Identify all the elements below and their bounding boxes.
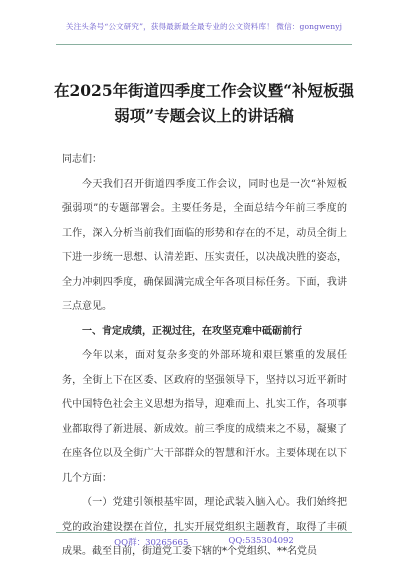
header-divider — [56, 44, 352, 45]
header-banner: 关注头条号“公文研究”，获得最新最全最专业的公文资料库！ 微信：gongwenyj — [65, 22, 343, 31]
paragraph-party-building: （一）党建引领根基牢固，理论武装入脑入心。我们始终把党的政治建设摆在首位，扎实开展党组织主题教育，取得了丰硕成果。截至目前，街道党工委下辖的*个党组织、**名党员 — [62, 497, 347, 557]
section-heading-1: 一、肯定成绩，正视过往，在攻坚克难中砥砺前行 — [82, 325, 302, 337]
footer-divider — [56, 532, 352, 533]
footer-qq-group: QQ群：30265665 — [114, 538, 189, 548]
paragraph-achievements: 今年以来，面对复杂多变的外部环境和艰巨繁重的发展任务，全街上下在区委、区政府的坚强领导下，坚持以习近平新时代中国特色社会主义思想为指导，迎难而上、扎实工作，各项事业都取得了新进展、新成效。前三季度的成绩来之不易，凝聚了在座各位以及全街广大干部群众的智慧和汗水。主要体现在以下几个方面： — [62, 350, 347, 484]
footer-qq-contact: QQ:535304092 — [228, 536, 294, 546]
document-title: 在2025年街道四季度工作会议暨“补短板强弱项”专题会议上的讲话稿 — [53, 81, 355, 125]
footer — [0, 536, 408, 548]
paragraph-intro: 今天我们召开街道四季度工作会议，同时也是一次“补短板强弱项”的专题部署会。主要任务是，全面总结今年前三季度的工作，深入分析当前我们面临的形势和存在的不足，动员全街上下进一步统一思想、认清差距、压实责任，以决战决胜的姿态，全力冲刺四季度，确保圆满完成全年各项目标任务。下面，我讲三点意见。 — [62, 178, 347, 312]
document-body — [62, 148, 347, 565]
salutation: 同志们： — [62, 154, 102, 165]
